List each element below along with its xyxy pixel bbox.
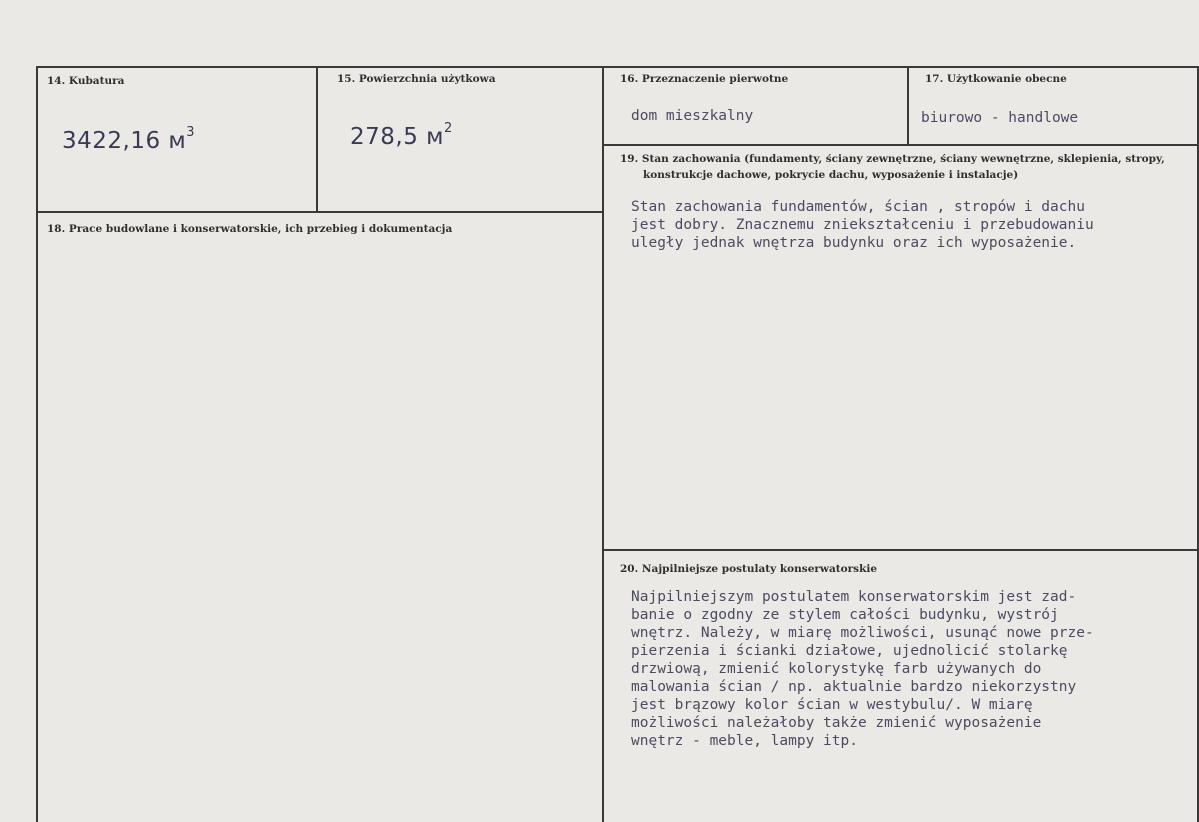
center-divider bbox=[602, 66, 604, 822]
top-rule bbox=[36, 66, 1199, 68]
divider-14-15 bbox=[316, 66, 318, 212]
text-line: jest dobry. Znacznemu zniekształceniu i przebudowaniu bbox=[631, 217, 1094, 233]
field-16-value: dom mieszkalny bbox=[631, 108, 754, 124]
text-line: banie o zgodny ze stylem całości budynku, wystrój bbox=[631, 607, 1059, 623]
left-border bbox=[36, 66, 38, 822]
text-line: pierzenia i ścianki działowe, ujednolicić stolarkę bbox=[631, 643, 1068, 659]
rule-above-20 bbox=[604, 549, 1199, 551]
text-line: drzwiową, zmienić kolorystykę farb używanych do bbox=[631, 661, 1042, 677]
field-17-label: 17. Użytkowanie obecne bbox=[925, 73, 1067, 85]
field-19-text bbox=[631, 198, 1094, 252]
field-19-label-line1: 19. Stan zachowania (fundamenty, ściany zewnętrzne, ściany wewnętrzne, sklepienia, stropy, bbox=[620, 153, 1165, 165]
text-line: uległy jednak wnętrza budynku oraz ich wyposażenie. bbox=[631, 235, 1077, 251]
text-line: wnętrz - meble, lampy itp. bbox=[631, 733, 858, 749]
field-14-value: 3422,16 $м^3$ bbox=[62, 125, 196, 154]
divider-16-17 bbox=[907, 66, 909, 145]
field-20-text bbox=[631, 588, 1094, 750]
text-line: Najpilniejszym postulatem konserwatorskim jest zad- bbox=[631, 589, 1077, 605]
field-18-label: 18. Prace budowlane i konserwatorskie, ich przebieg i dokumentacja bbox=[47, 223, 453, 235]
rule-below-16-17 bbox=[604, 144, 1199, 146]
field-17-value: biurowo - handlowe bbox=[921, 110, 1079, 126]
text-line: malowania ścian / np. aktualnie bardzo niekorzystny bbox=[631, 679, 1077, 695]
field-14-label: 14. Kubatura bbox=[47, 75, 125, 87]
text-line: jest brązowy kolor ścian w westybulu/. W miarę bbox=[631, 697, 1033, 713]
field-16-label: 16. Przeznaczenie pierwotne bbox=[620, 73, 789, 85]
text-line: wnętrz. Należy, w miarę możliwości, usunąć nowe prze- bbox=[631, 625, 1094, 641]
field-20-label: 20. Najpilniejsze postulaty konserwatorskie bbox=[620, 563, 878, 575]
text-line: Stan zachowania fundamentów, ścian , stropów i dachu bbox=[631, 199, 1085, 215]
field-19-label-line2: konstrukcje dachowe, pokrycie dachu, wyposażenie i instalacje) bbox=[643, 169, 1019, 181]
rule-below-14-15 bbox=[36, 211, 604, 213]
text-line: możliwości należałoby także zmienić wyposażenie bbox=[631, 715, 1042, 731]
field-15-value: 278,5 $м^2$ bbox=[350, 121, 453, 150]
field-15-label: 15. Powierzchnia użytkowa bbox=[337, 73, 496, 85]
